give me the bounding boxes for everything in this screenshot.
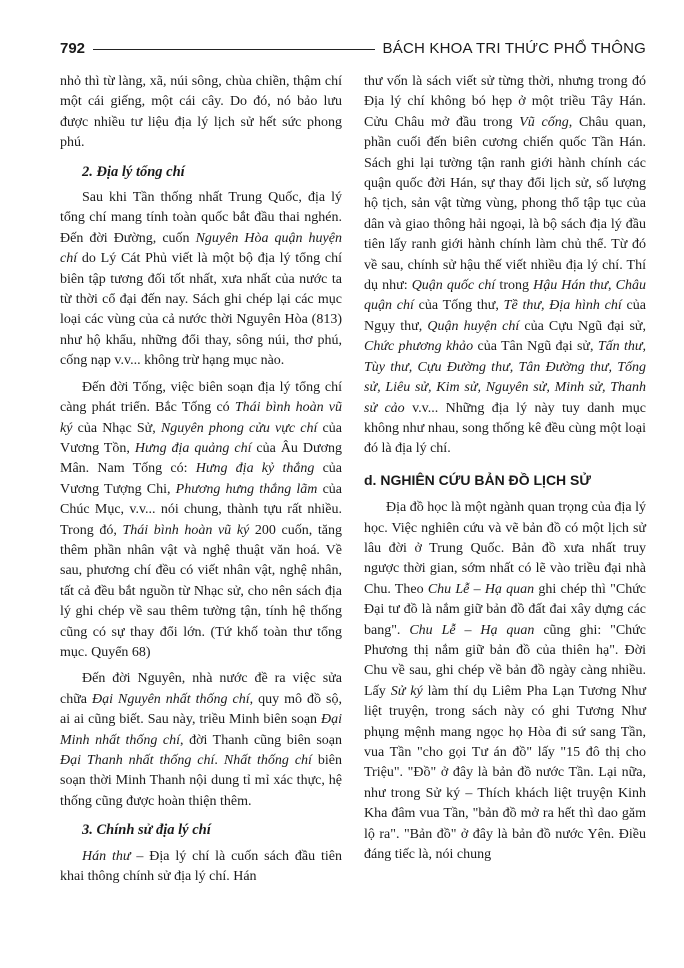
right-column [364,72,646,871]
paragraph: Đến đời Tống, việc biên soạn địa lý tổng chí càng phát triển. Bắc Tống có Thái bình hoàn vũ ký của Nhạc Sử, Nguyên phong cửu vực chí của Vương Tồn, Hưng địa quảng chí của Âu Dương Mân. Nam Tống có: Hưng địa kỷ thắng của Vương Tượng Chi, Phương hưng thắng lãm của Chúc Mục, v.v... nói chung, thành tựu rất nhiều. Trong đó, Thái bình hoàn vũ ký 200 cuốn, tăng thêm phần nhân vật và nghệ thuật văn hoá. Về sau, phương chí đều có viết nhân vật, nghệ nhân, tất cả đều bắt nguồn từ Nhạc sử, cho nên sách địa lý ghi chép về sau thêm tường tận, tính hệ thống cũng có sự thay đổi lớn. (Tứ khố toàn thư tổng mục. Quyển 68) [60,379,343,660]
paragraph: Địa đồ học là một ngành quan trọng của địa lý học. Việc nghiên cứu và vẽ bản đồ có một lịch sử lâu đời ở Trung Quốc. Bản đồ xưa nhất truy ngược thời gian, sớm nhất có lẽ vào triều đại nhà Chu. Theo Chu Lễ – Hạ quan ghi chép thì "Chức Đại tư đồ là nắm giữ bản đồ đất đai xây dựng các bang". Chu Lễ – Hạ quan cũng ghi: "Chức Phương thị nắm giữ bản đồ của thiên hạ". Đời Chu về sau, ghi chép về bản đồ ngày càng nhiều. Lấy Sử ký làm thí dụ Liêm Pha Lạn Tương Như liệt truyện, trong sách này có ghi Tương Như phụng mệnh mang ngọc họ Hòa đi sứ sang Tần, vua Tần "cho gọi Tư án đồ" lấy "15 đô thị cho Triệu". "Đồ" ở đây là bản đồ nước Tần. Lại nữa, như trong Sử ký – Thích khách liệt truyện Kinh Kha đâm vua Tần, "bản đồ mở ra hết thì dao găm lộ ra". "Bản đồ" ở đây là bản đồ nước Yên. Điều đáng tiếc là, nói chung [364,500,647,863]
running-header [60,36,646,60]
section-heading: 3. Chính sử địa lý chí [82,822,211,839]
running-title: BÁCH KHOA TRI THỨC PHỔ THÔNG [382,39,646,57]
paragraph: Sau khi Tần thống nhất Trung Quốc, địa lý tổng chí mang tính toàn quốc bắt đầu thai nghén. Đến đời Đường, cuốn Nguyên Hòa quận huyện chí do Lý Cát Phủ viết là một bộ địa lý tổng chí biên tập tương đối tốt nhất, xưa nhất của nước ta từ thời cổ đại đến nay. Sách ghi chép lại các mục loại các vùng của cả nước thời Nguyên Hòa (813) như hộ khẩu, những đổi thay, sông núi, thơ phú, cống nạp v.v... không trừ hạng mục nào. [60,190,342,369]
paragraph: thư vốn là sách viết sử từng thời, nhưng trong đó Địa lý chí không bó hẹp ở một triều Tây Hán. Cửu Châu mở đầu trong Vũ cống, Châu quan, phần cuối đến biên cương chiến quốc Tần Hán. Sách ghi lại tường tận ranh giới hành chính các quận quốc đời Hán, sự thay đổi lịch sử, số lượng hộ tịch, sản vật từng vùng, phong thổ tập tục của dân và giao thông hải ngoại, là bộ sách địa lý đầu tiên lấy ranh giới hành chính làm chủ thể. Từ đó về sau, chính sử hậu thế viết nhiều địa lý chí. Thí dụ như: Quận quốc chí trong Hậu Hán thư, Châu quận chí của Tống thư, Tề thư, Địa hình chí của Ngụy thư, Quận huyện chí của Cựu Ngũ đại sử, Chức phương khảo của Tân Ngũ đại sử, Tấn thư, Tùy thư, Cựu Đường thư, Tân Đường thư, Tống sử, Liêu sử, Kim sử, Nguyên sử, Minh sử, Thanh sử cảo v.v... Những địa lý này tuy danh mục không như nhau, song thống kê đều cùng một loại đó là địa lý chí. [364,74,647,457]
section-heading: 2. Địa lý tổng chí [82,163,185,180]
paragraph: Đến đời Nguyên, nhà nước đề ra việc sửa chữa Đại Nguyên nhất thống chí, quy mô đồ sộ, ai ai cũng biết. Sau này, triều Minh biên soạn Đại Minh nhất thống chí, đời Thanh cũng biên soạn Đại Thanh nhất thống chí. Nhất thống chí biên soạn thời Minh Thanh nội dung tỉ mỉ xác thực, hệ thống cũng được hoàn thiện thêm. [60,671,343,809]
paragraph: nhỏ thì từ làng, xã, núi sông, chùa chiền, thậm chí một cái giếng, một cái cây. Do đó, nó bảo lưu được nhiều tư liệu địa lý lịch sử hết sức phong phú. [60,74,342,151]
header-rule [93,49,375,50]
chapter-heading: d. NGHIÊN CỨU BẢN ĐỒ LỊCH SỬ [364,471,592,488]
paragraph: Hán thư – Địa lý chí là cuốn sách đầu tiên khai thông chính sử địa lý chí. Hán [60,848,342,885]
page-number: 792 [60,39,86,57]
left-column [60,72,342,893]
